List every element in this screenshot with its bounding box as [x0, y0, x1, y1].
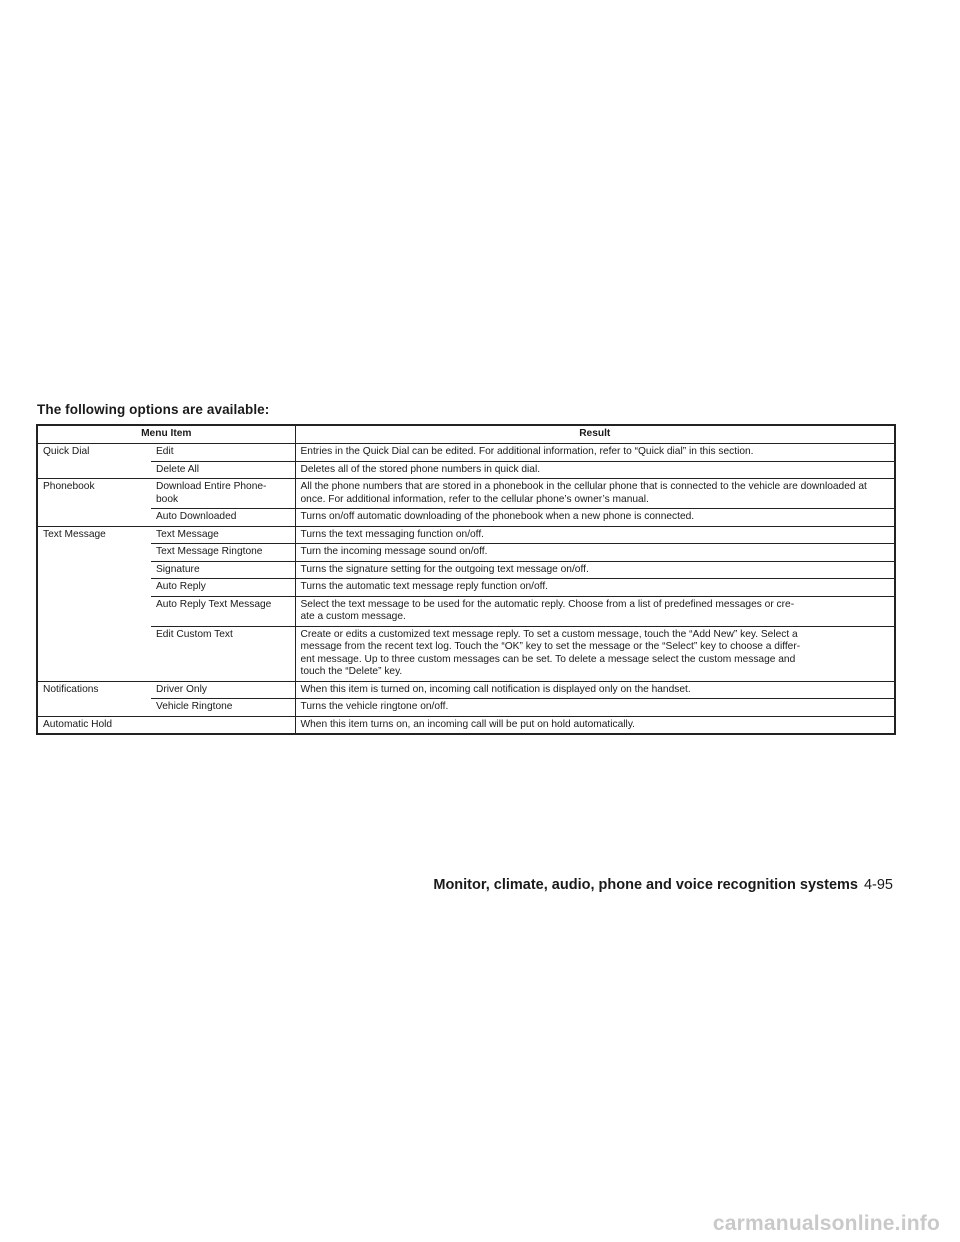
result-cell: All the phone numbers that are stored in a phonebook in the cellular phone that is connected to the vehicle are downloaded at once. For additional information, refer to the cellular phone’s owner’s manual.	[295, 479, 895, 509]
result-cell: Turns on/off automatic downloading of the phonebook when a new phone is connected.	[295, 509, 895, 527]
page-number: 4-95	[863, 877, 893, 893]
table-row	[37, 526, 895, 544]
table-row	[37, 681, 895, 699]
table-row	[37, 509, 895, 527]
result-header: Result	[295, 425, 895, 444]
result-cell: Entries in the Quick Dial can be edited. For additional information, refer to “Quick dial” in this section.	[295, 444, 895, 462]
table-row	[37, 561, 895, 579]
options-table	[36, 424, 896, 735]
table-row	[37, 626, 895, 681]
menu-item-cell: Phonebook	[37, 479, 151, 527]
table-header-row	[37, 425, 895, 444]
result-cell: Create or edits a customized text message reply. To set a custom message, touch the “Add New” key. Select a message from the recent text log. Touch the “OK” key to set the message or the “Select” key to choose a differ- ent message. Up to three custom messages can be set. To delete a message select the custom message and touch the “Delete” key.	[295, 626, 895, 681]
submenu-item-cell: Download Entire Phone- book	[151, 479, 295, 509]
menu-item-cell: Notifications	[37, 681, 151, 716]
menu-item-cell: Text Message	[37, 526, 151, 681]
table-row	[37, 596, 895, 626]
table-row	[37, 579, 895, 597]
result-cell: Turns the signature setting for the outgoing text message on/off.	[295, 561, 895, 579]
section-heading: The following options are available:	[37, 402, 270, 417]
result-cell: When this item is turned on, incoming call notification is displayed only on the handset.	[295, 681, 895, 699]
result-cell: When this item turns on, an incoming call will be put on hold automatically.	[295, 716, 895, 734]
table-row	[37, 479, 895, 509]
table-row	[37, 699, 895, 717]
submenu-item-cell: Driver Only	[151, 681, 295, 699]
table-row	[37, 444, 895, 462]
submenu-item-cell: Auto Downloaded	[151, 509, 295, 527]
result-cell: Turns the vehicle ringtone on/off.	[295, 699, 895, 717]
table-row	[37, 461, 895, 479]
submenu-item-cell: Edit	[151, 444, 295, 462]
watermark: carmanualsonline.info	[712, 1212, 940, 1235]
submenu-item-cell: Edit Custom Text	[151, 626, 295, 681]
result-cell: Select the text message to be used for the automatic reply. Choose from a list of predefined messages or cre- ate a custom message.	[295, 596, 895, 626]
result-cell: Turn the incoming message sound on/off.	[295, 544, 895, 562]
submenu-item-cell: Auto Reply Text Message	[151, 596, 295, 626]
submenu-item-cell: Auto Reply	[151, 579, 295, 597]
submenu-item-cell: Vehicle Ringtone	[151, 699, 295, 717]
menu-item-cell: Automatic Hold	[37, 716, 295, 734]
submenu-item-cell: Text Message	[151, 526, 295, 544]
result-cell: Turns the automatic text message reply function on/off.	[295, 579, 895, 597]
menu-item-header: Menu Item	[37, 425, 295, 444]
footer-title: Monitor, climate, audio, phone and voice recognition systems	[433, 877, 858, 893]
submenu-item-cell: Text Message Ringtone	[151, 544, 295, 562]
result-cell: Turns the text messaging function on/off.	[295, 526, 895, 544]
menu-item-cell: Quick Dial	[37, 444, 151, 479]
table-row	[37, 716, 895, 734]
page-footer	[433, 877, 893, 893]
submenu-item-cell: Delete All	[151, 461, 295, 479]
table-row	[37, 544, 895, 562]
result-cell: Deletes all of the stored phone numbers in quick dial.	[295, 461, 895, 479]
table-body	[37, 444, 895, 735]
submenu-item-cell: Signature	[151, 561, 295, 579]
